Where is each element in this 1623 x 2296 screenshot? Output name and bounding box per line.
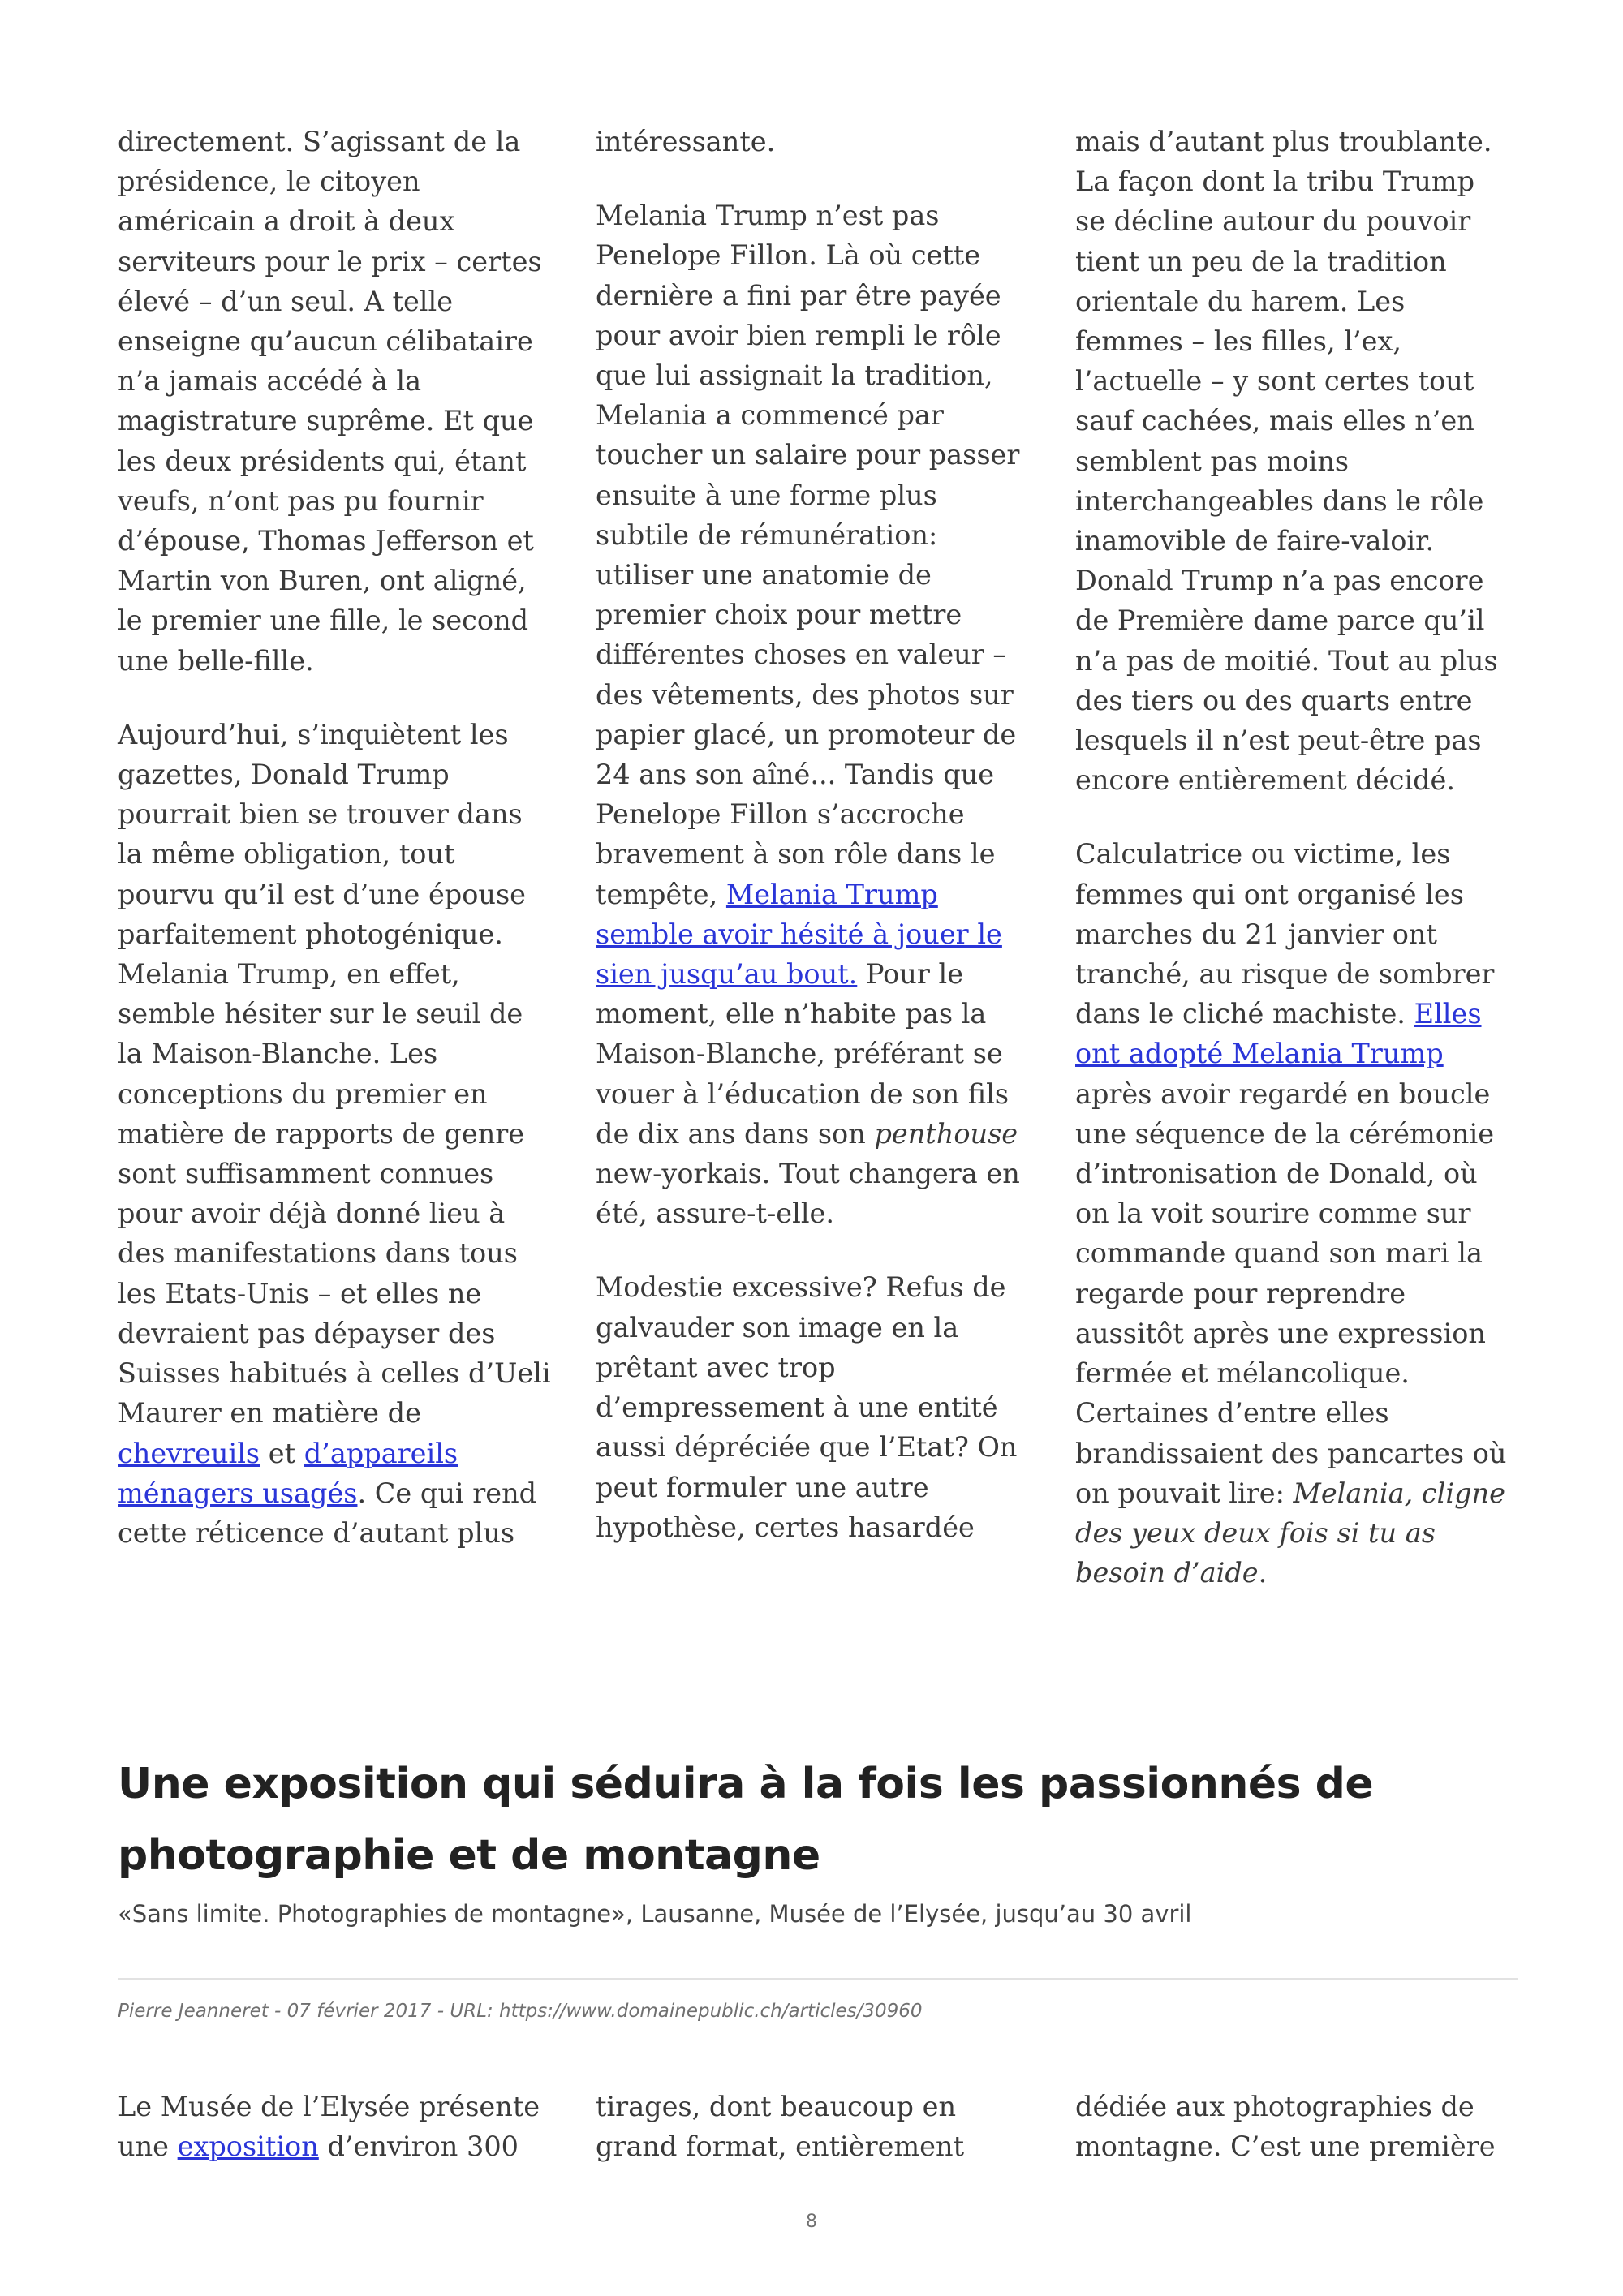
column-2 — [596, 122, 1030, 1581]
column-3 — [1075, 122, 1509, 1627]
link-elles-ont-adopte[interactable]: Elles ont adopté Melania Trump — [1075, 998, 1482, 1070]
article-title: Une exposition qui séduira à la fois les passionnés de photographie et de montagne — [118, 1760, 1374, 1880]
paragraph: intéressante. — [596, 126, 776, 157]
page-number: 8 — [806, 2212, 817, 2232]
article2-header — [118, 1748, 1522, 1930]
column-3: dédiée aux photographies de montagne. C’est une première — [1075, 2091, 1496, 2163]
article2-body — [118, 2087, 1518, 2184]
link-exposition[interactable]: exposition — [177, 2130, 319, 2163]
column-2: tirages, dont beaucoup en grand format, entièrement — [596, 2091, 965, 2163]
paragraph: Aujourd’hui, s’inquiètent les gazettes, Donald Trump pourrait bien se trouver dans la même obligation, tout pourvu qu’il est d’une épouse parfaitement photogénique. Melania Trump, en effet, semble hésiter sur le seuil de la Maison-Blanche. Les conceptions du premier en matière de rapports de genre sont suffisamment connues pour avoir déjà donné lieu à des manifestations dans tous les Etats-Unis – et elles ne devraient pas dépayser des Suisses habitués à celles d’Ueli Maurer en matière de chevreuils et d’appareils ménagers usagés. Ce qui rend cette réticence d’autant plus — [118, 718, 551, 1549]
article1-body — [118, 122, 1518, 1589]
paragraph: directement. S’agissant de la présidence, le citoyen américain a droit à deux serviteurs pour le prix – certes élevé – d’un seul. A telle enseigne qu’aucun célibataire n’a jamais accédé à la magistrature suprême. Et que les deux présidents qui, étant veufs, n’ont pas pu fournir d’épouse, Thomas Jefferson et Martin von Buren, ont aligné, le premier une fille, le second une belle-fille. — [118, 126, 542, 677]
link-appareils-menagers[interactable]: d’appareils ménagers usagés — [118, 1437, 458, 1509]
paragraph: Melania Trump n’est pas Penelope Fillon. Là où cette dernière a fini par être payée pour avoir bien rempli le rôle que lui assignait la tradition, Melania a commencé par toucher un salaire pour passer ensuite à une forme plus subtile de rémunération: utiliser une anatomie de premier choix pour mettre différentes choses en valeur – des vêtements, des photos sur papier glacé, un promoteur de 24 ans son aîné... Tandis que Penelope Fillon s’accroche bravement à son rôle dans le tempête, Melania Trump semble avoir hésité à jouer le sien jusqu’au bout. Pour le moment, elle n’habite pas la Maison-Blanche, préférant se vouer à l’éducation de son fils de dix ans dans son penthouse new-yorkais. Tout changera en été, assure-t-elle. — [596, 200, 1020, 1230]
link-chevreuils[interactable]: chevreuils — [118, 1437, 260, 1469]
link-melania-hesite[interactable]: Melania Trump semble avoir hésité à jouer le sien jusqu’au bout. — [596, 878, 1002, 991]
paragraph: mais d’autant plus troublante. La façon dont la tribu Trump se décline autour du pouvoir tient un peu de la tradition orientale du harem. Les femmes – les filles, l’ex, l’actuelle – y sont certes tout sauf cachées, mais elles n’en semblent pas moins interchangeables dans le rôle inamovible de faire-valoir. Donald Trump n’a pas encore de Première dame parce qu’il n’a pas de moitié. Tout au plus des tiers ou des quarts entre lesquels il n’est peut-être pas encore entièrement décidé. — [1075, 126, 1498, 797]
column-1: Le Musée de l’Elysée présente une exposition d’environ 300 — [118, 2091, 540, 2163]
divider — [118, 1978, 1518, 1980]
paragraph: Modestie excessive? Refus de galvauder son image en la prêtant avec trop d’empressement à une entité aussi dépréciée que l’Etat? On peut formuler une autre hypothèse, certes hasardée — [596, 1271, 1018, 1543]
article-subtitle: «Sans limite. Photographies de montagne», Lausanne, Musée de l’Elysée, jusqu’au 30 avril — [118, 1900, 1192, 1928]
article-meta: Pierre Jeanneret - 07 février 2017 - URL: https://www.domainepublic.ch/articles/30960 — [118, 2001, 923, 2022]
column-1 — [118, 122, 552, 1587]
paragraph: Calculatrice ou victime, les femmes qui ont organisé les marches du 21 janvier ont tranché, au risque de sombrer dans le cliché machiste. Elles ont adopté Melania Trump après avoir regardé en boucle une séquence de la cérémonie d’intronisation de Donald, où on la voit sourire comme sur commande quand son mari la regarde pour reprendre aussitôt après une expression fermée et mélancolique. Certaines d’entre elles brandissaient des pancartes où on pouvait lire: Melania, cligne des yeux deux fois si tu as besoin d’aide. — [1075, 838, 1507, 1589]
